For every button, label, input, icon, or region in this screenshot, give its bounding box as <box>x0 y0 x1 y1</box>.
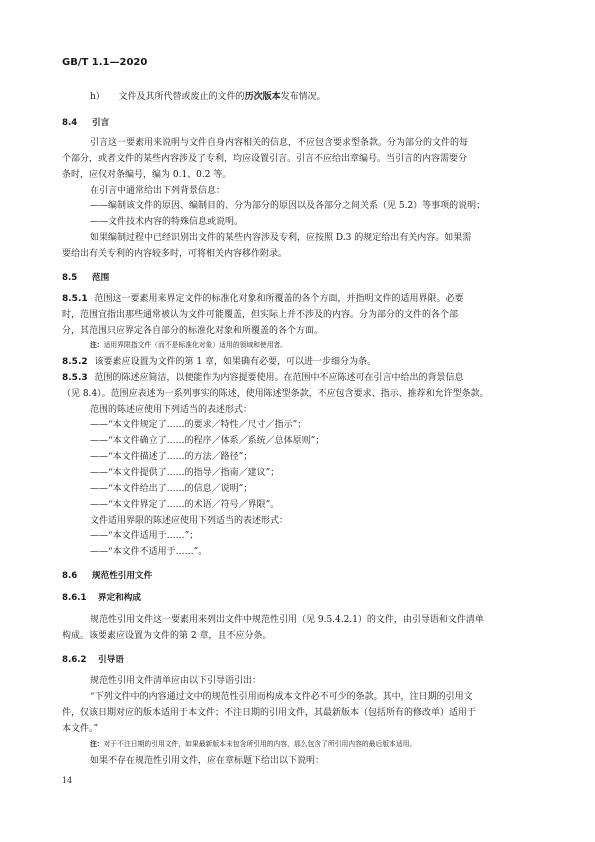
section-title: 范围 <box>92 273 110 283</box>
list-marker: h） <box>90 92 105 102</box>
note-text: 对于不注日期的引用文件，如果最新版本未包含所引用的内容，那么包含了所引用内容的最后版本适用。 <box>103 740 417 748</box>
section-number: 8.6 <box>62 571 78 581</box>
section-heading-8-4 <box>62 116 109 128</box>
subsection-heading-8-6-1 <box>62 591 141 603</box>
section-title: 规范性引用文件 <box>92 571 153 581</box>
section-title: 引言 <box>92 118 110 128</box>
note-label: 注： <box>90 341 104 349</box>
paragraph-line: 如果编制过程中已经识别出文件的某些内容涉及专利，应按照 D.3 的规定给出有关内容。如果需 <box>90 233 472 243</box>
paragraph-line: 个部分，或者文件的某些内容涉及了专利，均应设置引言。引言不应给出章编号。当引言的内容需要分 <box>62 154 468 164</box>
dash-item: ——“本文件规定了……的要求／特性／尺寸／指示”； <box>90 420 307 430</box>
section-heading-8-5 <box>62 271 109 283</box>
paragraph-line: 范围的陈述应使用下列适当的表述形式： <box>90 405 253 415</box>
paragraph-line: 构成。该要素应设置为文件的第 2 章，且不应分条。 <box>62 631 272 641</box>
list-text: 文件及其所代替或废止的文件的 <box>118 92 245 102</box>
dash-item: ——“本文件描述了……的方法／路径”； <box>90 452 253 462</box>
dash-item: ——“本文件给出了……的信息／说明”； <box>90 484 253 494</box>
clause-8-5-2-line <box>62 356 376 368</box>
standard-id: GB/T 1.1—2020 <box>62 57 148 68</box>
section-heading-8-6 <box>62 569 152 581</box>
note-label: 注： <box>90 740 104 748</box>
list-text-bold: 历次版本 <box>244 92 281 102</box>
note <box>90 341 287 350</box>
quote-line: “下列文件中的内容通过文中的规范性引用而构成本文件必不可少的条款。其中，注日期的引用文 <box>90 692 473 702</box>
clause-text: 该要素应设置为文件的第 1 章，如果确有必要，可以进一步细分为条。 <box>94 357 376 367</box>
clause-text: 范围这一要素用来界定文件的标准化对象和所覆盖的各个方面，并指明文件的适用界限。必要 <box>94 294 464 304</box>
page-number: 14 <box>62 776 73 785</box>
paragraph-line: （见 8.4）。范围应表述为一系列事实的陈述，使用陈述型条款，不应包含要求、指示、推荐和允许型条款。 <box>62 389 489 399</box>
paragraph-line: 在引言中通常给出下列背景信息： <box>90 186 226 196</box>
clause-8-5-3-line <box>62 372 464 384</box>
paragraph-line: 规范性引用文件这一要素用来列出文件中规范性引用（见 9.5.4.2.1）的文件，由引导语和文件清单 <box>90 615 484 625</box>
list-text-end: 发布情况。 <box>280 92 326 102</box>
clause-number: 8.5.2 <box>62 357 88 367</box>
quote-line: 本文件。” <box>62 724 99 734</box>
dash-item: ——“本文件提供了……的指导／指南／建议”； <box>90 468 280 478</box>
section-number: 8.5 <box>62 273 78 283</box>
section-number: 8.4 <box>62 118 78 128</box>
quote-line: 件，仅该日期对应的版本适用于本文件；不注日期的引用文件，其最新版本（包括所有的修改单）适用于 <box>62 708 477 718</box>
subsection-number: 8.6.2 <box>62 655 87 665</box>
dash-item: ——“本文件界定了……的术语／符号／界限”。 <box>90 500 280 510</box>
paragraph-line: 文件适用界限的陈述应使用下列适当的表述形式： <box>90 516 289 526</box>
paragraph-line: 引言这一要素用来说明与文件自身内容相关的信息，不应包含要求型条款。分为部分的文件的每 <box>90 138 469 148</box>
clause-8-5-1-line <box>62 293 464 305</box>
dash-item: ——“本文件适用于……”； <box>90 531 199 541</box>
paragraph-line: 如果不存在规范性引用文件，应在章标题下给出以下说明： <box>90 756 325 766</box>
note-text: 适用界限指文件（而不是标准化对象）适用的领域和使用者。 <box>103 341 288 349</box>
dash-item: ——“本文件确立了……的程序／体系／系统／总体原则”； <box>90 436 325 446</box>
list-item-h <box>90 91 326 103</box>
dash-item: ——编制该文件的原因、编制目的、分为部分的原因以及各部分之间关系（见 5.2）等事项的说明； <box>90 201 486 211</box>
clause-text: 范围的陈述应简洁，以便能作为内容提要使用。在范围中不应陈述可在引言中给出的背景信息 <box>94 373 464 383</box>
dash-item: ——“本文件不适用于……”。 <box>90 547 208 557</box>
note <box>90 740 416 749</box>
subsection-title: 引导语 <box>98 655 124 665</box>
paragraph-line: 时，范围宜指出那些通常被认为文件可能覆盖，但实际上并不涉及的内容。分为部分的文件的各个部 <box>62 310 459 320</box>
paragraph-line: 规范性引用文件清单应由以下引导语引出： <box>90 676 262 686</box>
paragraph-line: 条时，应仅对条编号，编为 0.1、0.2 等。 <box>62 170 232 180</box>
subsection-heading-8-6-2 <box>62 653 124 665</box>
subsection-number: 8.6.1 <box>62 593 87 603</box>
dash-item: ——文件技术内容的特殊信息或说明。 <box>90 217 244 227</box>
paragraph-line: 要给出有关专利的内容较多时，可将相关内容移作附录。 <box>62 249 288 259</box>
clause-number: 8.5.1 <box>62 294 88 304</box>
paragraph-line: 分，其范围只应界定各自部分的标准化对象和所覆盖的各个方面。 <box>62 326 324 336</box>
clause-number: 8.5.3 <box>62 373 88 383</box>
subsection-title: 界定和构成 <box>98 593 141 603</box>
